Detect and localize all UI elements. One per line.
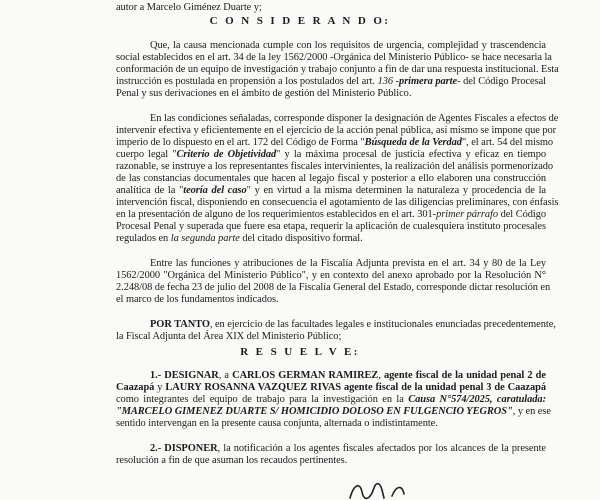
- considerando-heading: C O N S I D E R A N D O:: [209, 15, 391, 27]
- paragraph-2-line: analítica de la "teoría del caso" y en virtud a la misma determinen la naturaleza y procedencia de la: [116, 185, 546, 196]
- resolution-1-line: Caazapá y LAURY ROSANNA VAZQUEZ RIVAS agente fiscal de la unidad penal 3 de Caazapá: [116, 382, 546, 393]
- paragraph-2-line: en la presentación de alguno de los requerimientos establecidos en el art. 301-primer párrafo del Código: [116, 209, 546, 220]
- paragraph-4-line: la Fiscal Adjunta del Área XIX del Ministerio Público;: [116, 331, 342, 342]
- paragraph-3-line: 2.248/08 de fecha 23 de julio del 2008 de la Fiscalía General del Estado, corresponde dictar resolución en: [116, 282, 551, 293]
- paragraph-1-line: social establecidos en el art. 34 de la ley 1562/2000 -Orgánica del Ministerio Público- se hace necesaria la: [116, 52, 552, 63]
- resolution-1-line: "MARCELO GIMENEZ DUARTE S/ HOMICIDIO DOLOSO EN FULGENCIO YEGROS", y en ese: [116, 406, 551, 417]
- paragraph-3-line: Entre las funciones y atribuciones de la Fiscalía Adjunta prevista en el art. 34 y 80 de la Ley: [150, 258, 546, 269]
- paragraph-2-line: Procesal Penal y superada que fuere esa etapa, requerir la aplicación de cualesquiera instituto procesales: [116, 221, 546, 232]
- paragraph-2-line: intervenir efectiva y eficientemente en el ejercicio de la acción penal pública, así mismo se impone que por: [116, 125, 557, 136]
- paragraph-4-line: POR TANTO, en ejercicio de las facultades legales e institucionales enunciadas precedentemente,: [150, 319, 556, 330]
- paragraph-3-line: 1562/2000 "Orgánica del Ministerio Público", y en contexto del anexo aprobado por la Resolución N°: [116, 270, 546, 281]
- paragraph-3-line: el marco de los fundamentos indicados.: [116, 294, 279, 305]
- paragraph-2-line: imperio de lo dispuesto en el art. 172 del Código de Forma "Búsqueda de la Verdad", el art. 54 del mismo: [116, 137, 554, 148]
- paragraph-1-line: Que, la causa mencionada cumple con los requisitos de urgencia, complejidad y trascendencia: [150, 40, 546, 51]
- paragraph-2-line: regulados en la segunda parte del citado dispositivo formal.: [116, 233, 363, 244]
- paragraph-2-line: En las condiciones señaladas, corresponde disponer la designación de Agentes Fiscales a efectos de: [150, 113, 559, 124]
- top-fragment: autor a Marcelo Giménez Duarte y;: [116, 2, 262, 13]
- resuelve-heading: R E S U E L V E:: [240, 346, 360, 358]
- paragraph-1-line: conformación de un equipo de investigación y trabajo conjunto a fin de dar una respuesta institucional. Esta: [116, 64, 559, 75]
- paragraph-2-line: razonable, se instruye a los representantes fiscales intervinientes, la realización del análisis pormenorizado: [116, 161, 554, 172]
- paragraph-2-line: cuerpo legal "Criterio de Objetividad" y la máxima procesal de justicia efectiva y eficaz en tiempo: [116, 149, 546, 160]
- paragraph-1-line: instrucción es postulada en propensión a los postulados del art. 136 -primera parte- del Código Procesal: [116, 76, 546, 87]
- resolution-2-line: 2.- DISPONER, la notificación a los agentes fiscales afectados por los alcances de la presente: [150, 443, 546, 454]
- resolution-1-line: sentido intervengan en la presente causa conjunta, alternada o indistintamente.: [116, 418, 438, 429]
- resolution-2-line: resolución a fin de que asuman los recaudos pertinentes.: [116, 455, 348, 466]
- paragraph-2-line: de las constancias documentales que hacen al legajo fiscal y posterior a ello elaboren una construcción: [116, 173, 546, 184]
- resolution-1-line: 1.- DESIGNAR, a CARLOS GERMAN RAMIREZ, agente fiscal de la unidad penal 2 de: [150, 370, 546, 381]
- paragraph-1-line: Penal y sus derivaciones en el ámbito de gestión del Ministerio Público.: [116, 88, 412, 99]
- paragraph-2-line: intervención fiscal, disponiendo en consecuencia el agotamiento de las diligencias preliminares, con énfasis: [116, 197, 559, 208]
- resolution-1-line: como integrantes del equipo de trabajo para la investigación en la Causa N°574/2025, caratulada:: [116, 394, 546, 405]
- signature-stroke: [340, 478, 460, 500]
